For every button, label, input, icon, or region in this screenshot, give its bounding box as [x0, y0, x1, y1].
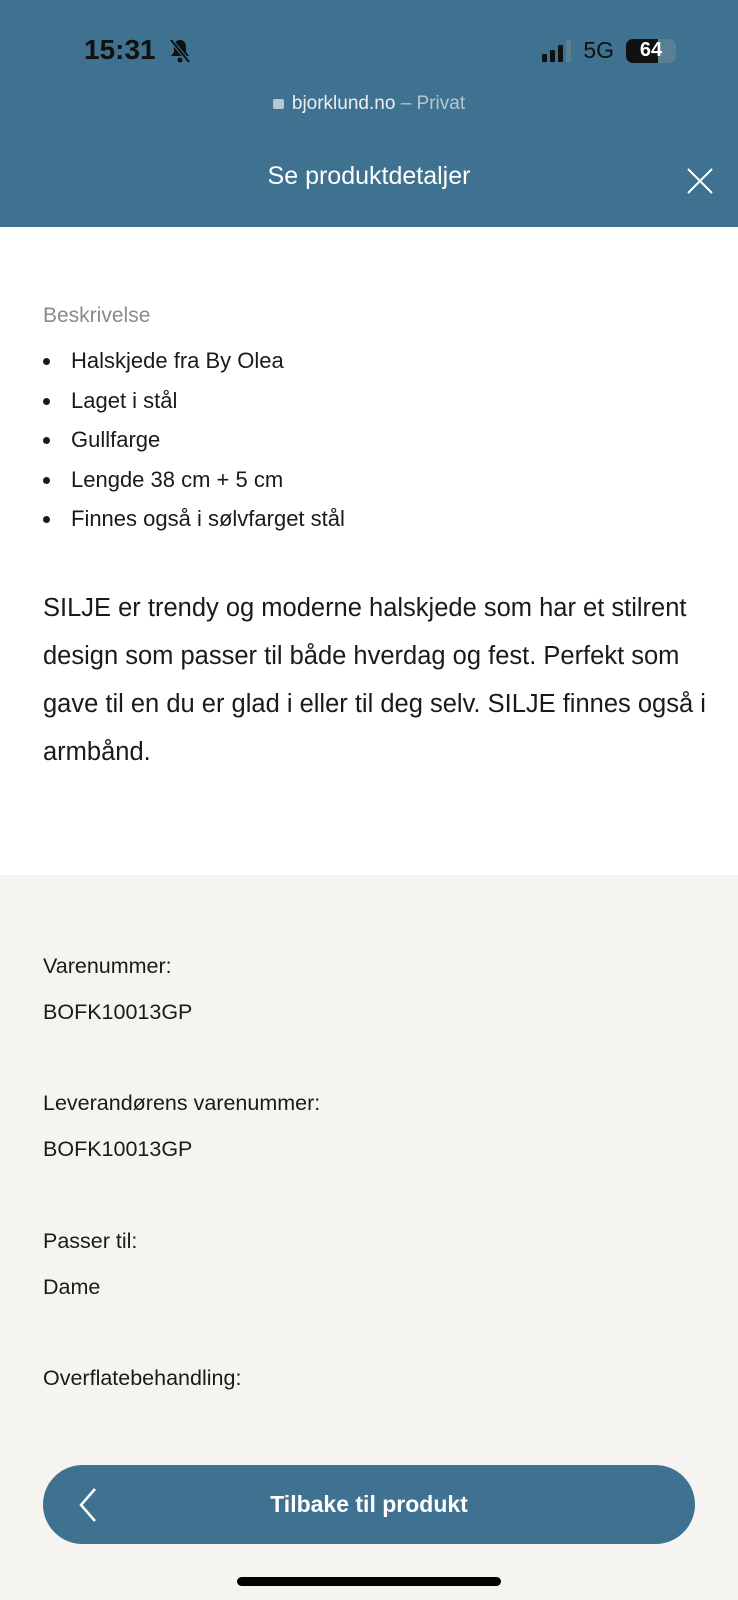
spec-value: BOFK10013GP	[43, 1000, 193, 1024]
network-type: 5G	[583, 37, 614, 63]
list-item: Finnes også i sølvfarget stål	[43, 506, 345, 546]
status-time: 15:31	[84, 34, 156, 65]
close-icon[interactable]	[686, 167, 714, 195]
spec-label: Overflatebehandling:	[43, 1366, 242, 1390]
chevron-left-icon	[77, 1487, 99, 1523]
private-mode-label: – Privat	[400, 93, 466, 114]
spec-label: Leverandørens varenummer:	[43, 1091, 321, 1115]
spec-value: Dame	[43, 1275, 101, 1299]
description-list	[43, 348, 345, 546]
list-item: Gullfarge	[43, 427, 345, 467]
spec-label: Varenummer:	[43, 954, 172, 978]
list-item: Laget i stål	[43, 388, 345, 428]
battery-icon: 64	[626, 39, 676, 63]
description-paragraph: SILJE er trendy og moderne halskjede som har et stilrent design som passer til både hverdag og fest. Perfekt som gave til en du er glad i eller til deg selv. SILJE finnes også i armbånd.	[43, 594, 706, 766]
home-indicator[interactable]	[237, 1577, 501, 1586]
spec-label: Passer til:	[43, 1229, 138, 1253]
browser-url[interactable]	[0, 93, 738, 115]
description-label: Beskrivelse	[43, 304, 151, 327]
status-indicators	[542, 37, 676, 64]
list-item: Lengde 38 cm + 5 cm	[43, 467, 345, 507]
sheet-title: Se produktdetaljer	[267, 162, 471, 190]
back-button-label: Tilbake til produkt	[270, 1491, 468, 1517]
bell-muted-icon	[168, 38, 192, 64]
lock-icon	[273, 99, 284, 109]
spec-value: BOFK10013GP	[43, 1137, 193, 1161]
list-item: Halskjede fra By Olea	[43, 348, 345, 388]
header	[0, 0, 738, 227]
back-to-product-button[interactable]	[43, 1465, 695, 1544]
url-domain: bjorklund.no	[291, 93, 396, 114]
signal-icon	[542, 40, 571, 62]
